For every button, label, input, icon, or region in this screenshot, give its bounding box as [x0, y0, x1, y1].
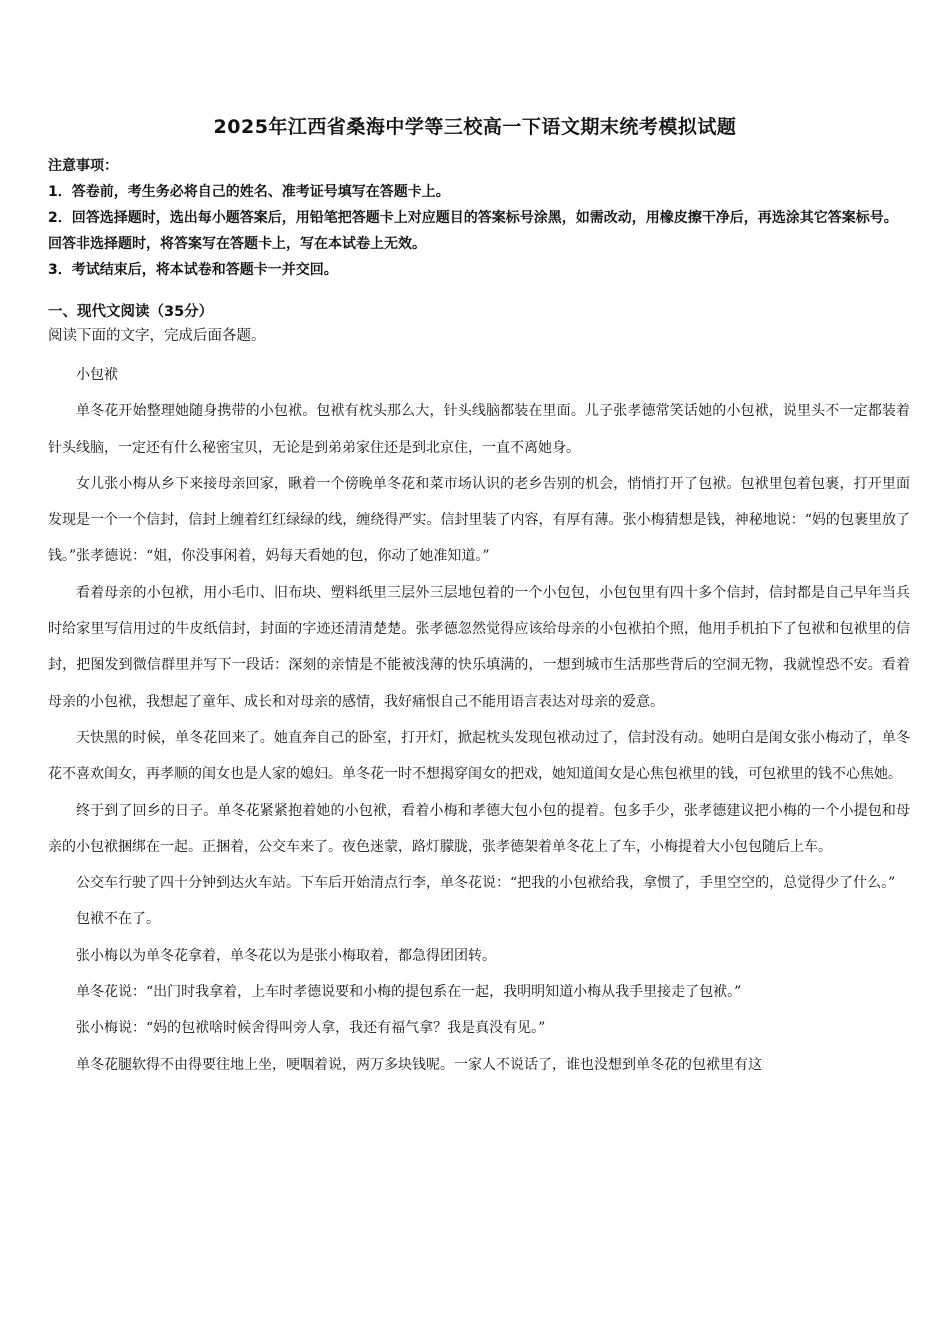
reading-section	[48, 300, 908, 348]
passage-paragraph: 天快黑的时候，单冬花回来了。她直奔自己的卧室，打开灯，掀起枕头发现包袱动过了，信封没有动。她明白是闺女张小梅动了，单冬花不喜欢闺女，再孝顺的闺女也是人家的媳妇。单冬花一时不想揭穿闺女的把戏，她知道闺女是心焦包袱里的钱，可包袱里的钱不心焦她。	[48, 729, 910, 783]
passage-paragraph: 看着母亲的小包袱，用小毛巾、旧布块、塑料纸里三层外三层地包着的一个小包包，小包包里有四十多个信封，信封都是自己早年当兵时给家里写信用过的牛皮纸信封，封面的字迹还清清楚楚。张孝德忽然觉得应该给母亲的小包袱拍个照，他用手机拍下了包袱和包袱里的信封，把图发到微信群里并写下一段话：深刻的亲情是不能被浅薄的快乐填满的，一想到城市生活那些背后的空洞无物，我就惶恐不安。看着母亲的小包袱，我想起了童年、成长和对母亲的感情，我好痛恨自己不能用语言表达对母亲的爱意。	[48, 584, 910, 710]
passage-paragraph: 公交车行驶了四十分钟到达火车站。下车后开始清点行李，单冬花说：“把我的小包袱给我，拿惯了，手里空空的，总觉得少了什么。”	[76, 875, 896, 892]
passage-paragraph: 包袱不在了。	[76, 911, 160, 928]
section-heading: 一、现代文阅读（35分）	[48, 304, 214, 320]
passage-paragraph: 单冬花说：“出门时我拿着，上车时孝德说要和小梅的提包系在一起，我明明知道小梅从我手里接走了包袱。”	[76, 984, 742, 1001]
page-title: 2025年江西省桑海中学等三校高一下语文期末统考模拟试题	[213, 116, 737, 138]
notes-heading: 注意事项：	[48, 158, 118, 174]
note-item: 1．答卷前，考生务必将自己的姓名、准考证号填写在答题卡上。	[48, 184, 450, 200]
passage-paragraph: 张小梅以为单冬花拿着，单冬花以为是张小梅取着，都急得团团转。	[76, 947, 496, 964]
exam-notes	[48, 153, 908, 283]
passage-paragraph: 单冬花开始整理她随身携带的小包袱。包袱有枕头那么大，针头线脑都装在里面。儿子张孝德常笑话她的小包袱，说里头不一定都装着针头线脑，一定还有什么秘密宝贝，无论是到弟弟家住还是到北京住，一直不离她身。	[48, 403, 910, 456]
passage-paragraph: 终于到了回乡的日子。单冬花紧紧抱着她的小包袱，看着小梅和孝德大包小包的提着。包多手少，张孝德建议把小梅的一个小提包和母亲的小包袱捆绑在一起。正捆着，公交车来了。夜色迷蒙，路灯朦胧，张孝德架着单冬花上了车，小梅提着大小包包随后上车。	[48, 802, 910, 855]
passage-paragraph: 单冬花腿软得不由得要往地上坐，哽咽着说，两万多块钱呢。一家人不说话了，谁也没想到单冬花的包袱里有这	[76, 1056, 762, 1073]
note-item: 3．考试结束后，将本试卷和答题卡一并交回。	[48, 262, 338, 278]
passage-paragraph: 女儿张小梅从乡下来接母亲回家，瞅着一个傍晚单冬花和菜市场认识的老乡告别的机会，悄悄打开了包袱。包袱里包着包裹，打开里面发现是一个一个信封，信封上缠着红红绿绿的线，缠绕得严实。信封里装了内容，有厚有薄。张小梅猜想是钱，神秘地说：“妈的包裹里放了钱。”张孝德说：“姐，你没事闲着，妈每天看她的包，你动了她准知道。”	[48, 475, 910, 565]
passage-paragraph: 张小梅说：“妈的包袱啥时候舍得叫旁人拿，我还有福气拿？我是真没有见。”	[76, 1020, 546, 1037]
passage-body	[48, 357, 910, 1083]
section-instruction: 阅读下面的文字，完成后面各题。	[48, 328, 266, 344]
passage-title: 小包袱	[76, 367, 118, 383]
note-item: 2．回答选择题时，选出每小题答案后，用铅笔把答题卡上对应题目的答案标号涂黑，如需改动，用橡皮擦干净后，再选涂其它答案标号。回答非选择题时，将答案写在答题卡上，写在本试卷上无效。	[48, 210, 898, 252]
